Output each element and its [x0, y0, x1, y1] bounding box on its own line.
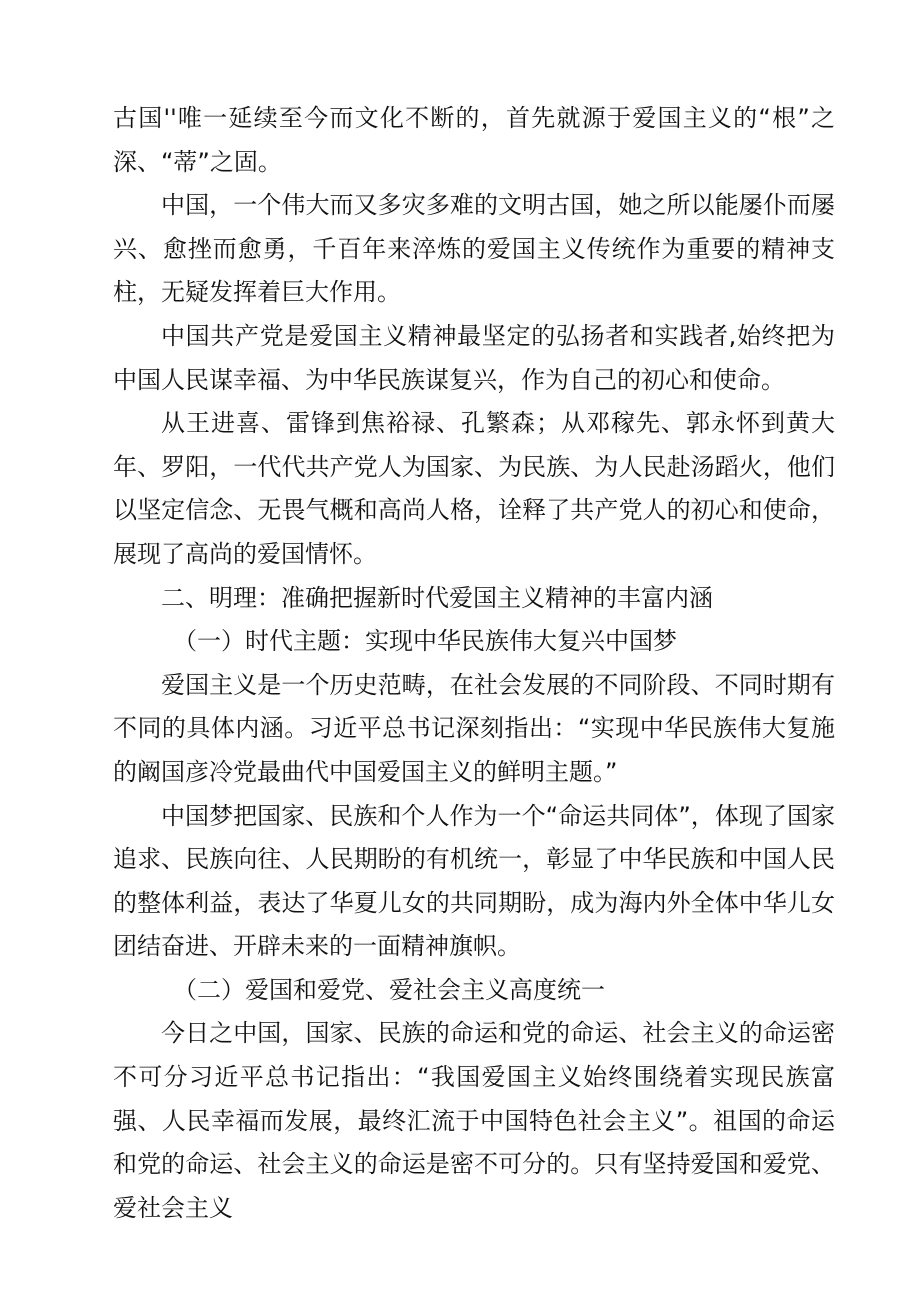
paragraph-civilization: 中国，一个伟大而又多灾多难的文明古国，她之所以能屡仆而屡兴、愈挫而愈勇，千百年来淬炼的爱国主义传统作为重要的精神支柱，无疑发挥着巨大作用。 [113, 191, 835, 307]
paragraph-patriotism-history: 爱国主义是一个历史范畴，在社会发展的不同阶段、不同时期有不同的具体内涵。习近平总书记深刻指出：“实现中华民族伟大复施的阚国彦冷党最曲代中国爱国主义的鲜明主题。” [113, 670, 835, 786]
paragraph-continuation: 古国''唯一延续至今而文化不断的，首先就源于爱国主义的“根”之深、“蒂”之固。 [113, 104, 835, 176]
document-body [113, 97, 835, 1230]
paragraph-party: 中国共产党是爱国主义精神最坚定的弘扬者和实践者,始终把为中国人民谋幸福、为中华民族谋复兴，作为自己的初心和使命。 [113, 321, 835, 394]
paragraph-chinese-dream: 中国梦把国家、民族和个人作为一个“命运共同体”，体现了国家追求、民族向往、人民期盼的有机统一，彰显了中华民族和中国人民的整体利益，表达了华夏儿女的共同期盼，成为海内外全体中华儿女团结奋进、开辟未来的一面精神旗帜。 [113, 801, 835, 961]
subsection-heading-two: （二）爱国和爱党、爱社会主义高度统一 [173, 975, 605, 1004]
paragraph-role-models: 从王进喜、雷锋到焦裕禄、孔繁森；从邓稼先、郭永怀到黄大年、罗阳，一代代共产党人为国家、为民族、为人民赴汤蹈火，他们以坚定信念、无畏气概和高尚人格，诠释了共产党人的初心和使命，展现了高尚的爱国情怀。 [113, 409, 835, 568]
paragraph-unity: 今日之中国，国家、民族的命运和党的命运、社会主义的命运密不可分习近平总书记指出：“我国爱国主义始终围绕着实现民族富强、人民幸福而发展，最终汇流于中国特色社会主义”。祖国的命运和党的命运、社会主义的命运是密不可分的。只有坚持爱国和爱党、爱社会主义 [113, 1019, 835, 1222]
subsection-heading-one: （一）时代主题：实现中华民族伟大复兴中国梦 [173, 627, 677, 656]
section-heading-two: 二、明理：准确把握新时代爱国主义精神的丰富内涵 [161, 583, 713, 612]
